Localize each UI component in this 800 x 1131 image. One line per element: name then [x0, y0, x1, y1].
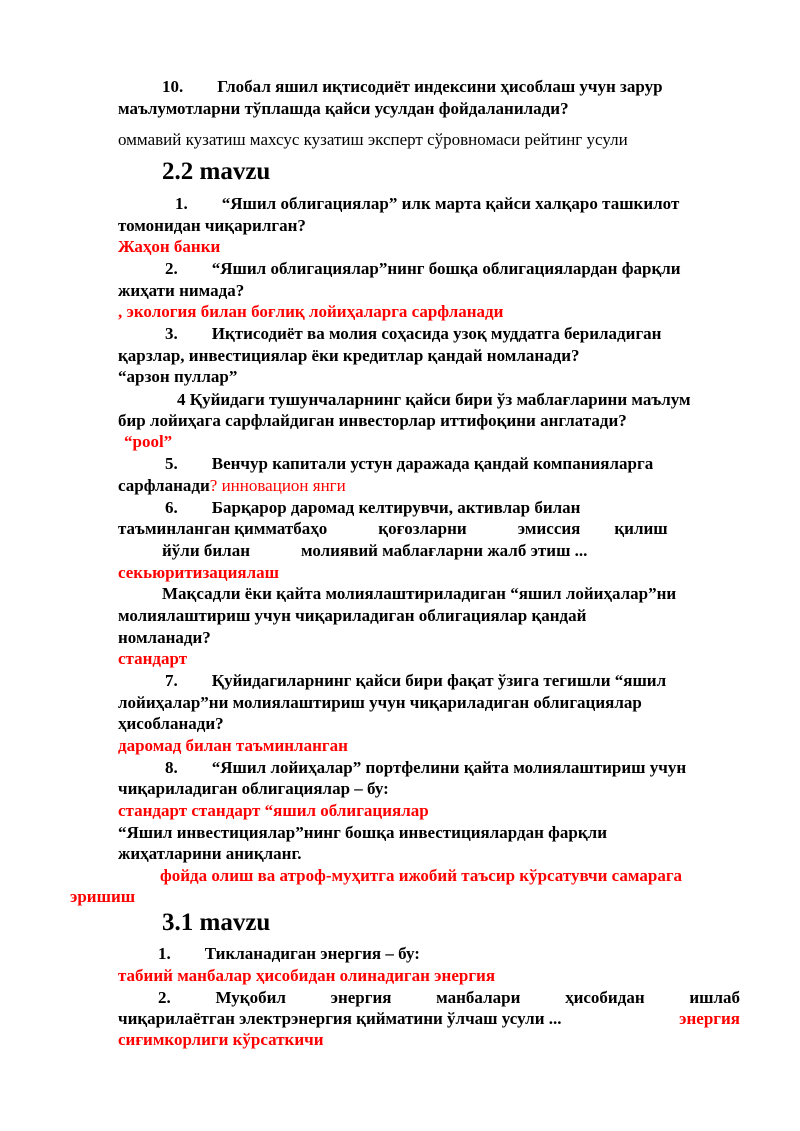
q4-answer: “pool”: [124, 432, 173, 451]
q6b-line1: Мақсадли ёки қайта молиялаштириладиган “яшил лойиҳалар”ни: [162, 584, 677, 603]
q6-answer: секьюритизациялаш: [118, 563, 279, 582]
s31-q2-line2: [118, 1008, 740, 1030]
s31-q2-word: ишлаб: [689, 988, 740, 1007]
q7-answer: даромад билан таъминланган: [118, 736, 348, 755]
q6b-answer: стандарт: [118, 649, 188, 668]
q5-question-end: сарфланади: [118, 476, 210, 495]
q10-line1: 10. Глобал яшил иқтисодиёт индексини ҳисоблаш учун зарур: [162, 77, 663, 96]
q8-answer: стандарт стандарт “яшил облигациялар: [118, 801, 429, 820]
section-heading-2-2: 2.2 mavzu: [162, 158, 271, 185]
s31-q2-word: манбалари: [436, 988, 521, 1007]
q2-line2: жиҳати нимада?: [118, 281, 245, 300]
s31-q2-line1: [158, 987, 740, 1009]
q6-line2: таъминланган қимматбаҳо қоғозларни эмиссия қилиш: [118, 519, 668, 538]
s31-q2-word: энергия: [330, 988, 392, 1007]
s31-q2-answer-line2: сиғимкорлиги кўрсаткичи: [118, 1030, 324, 1049]
q8-line2: чиқариладиган облигациялар – бу:: [118, 779, 389, 798]
q2-answer: , экология билан боғлиқ лойиҳаларга сарфланади: [118, 302, 504, 321]
q10-answer: оммавий кузатиш махсус кузатиш эксперт сўровномаси рейтинг усули: [118, 130, 628, 149]
q1-answer: Жаҳон банки: [118, 237, 221, 256]
q3-line2: қарзлар, инвестициялар ёки кредитлар қандай номланади?: [118, 346, 580, 365]
q9-answer-line2: эришиш: [70, 887, 136, 906]
q1-line2: томонидан чиқарилган?: [118, 216, 306, 235]
q6b-line2: молиялаштириш учун чиқариладиган облигациялар қандай: [118, 606, 587, 625]
q7-line2: лойиҳалар”ни молиялаштириш учун чиқариладиган облигациялар: [118, 693, 642, 712]
q9-line1: “Яшил инвестициялар”нинг бошқа инвестициялардан фарқли: [118, 823, 607, 842]
s31-q2-number: 2.: [158, 988, 171, 1007]
q3-answer: “арзон пуллар”: [118, 367, 238, 386]
q4-line1: 4 Қуйидаги тушунчаларнинг қайси бири ўз маблағларини маълум: [177, 390, 691, 409]
q6-line3: йўли билан молиявий маблағларни жалб этиш ...: [162, 541, 588, 560]
q8-line1: 8. “Яшил лойиҳалар” портфелини қайта молиялаштириш учун: [165, 758, 687, 777]
q7-line3: ҳисобланади?: [118, 714, 224, 733]
s31-q2-question: чиқарилаётган электрэнергия қийматини ўлчаш усули ...: [118, 1009, 562, 1028]
section-heading-3-1: 3.1 mavzu: [162, 909, 271, 936]
q2-line1: 2. “Яшил облигациялар”нинг бошқа облигациялардан фарқли: [165, 259, 681, 278]
q7-line1: 7. Қуйидагиларнинг қайси бири фақат ўзига тегишли “яшил: [165, 671, 667, 690]
q10-line2: маълумотларни тўплашда қайси усулдан фойдаланилади?: [118, 99, 569, 118]
q9-answer-line1: фойда олиш ва атроф-муҳитга ижобий таъсир кўрсатувчи самарага: [160, 866, 683, 885]
q4-line2: бир лойиҳага сарфлайдиган инвесторлар иттифоқини англатади?: [118, 411, 627, 430]
q6b-line3: номланади?: [118, 628, 211, 647]
q5-answer: ? инновацион янги: [209, 476, 346, 495]
q3-line1: 3. Иқтисодиёт ва молия соҳасида узоқ муддатга бериладиган: [165, 324, 662, 343]
q5-line2: [118, 475, 346, 497]
q5-line1: 5. Венчур капитали устун даражада қандай компанияларга: [165, 454, 654, 473]
q1-line1: 1. “Яшил облигациялар” илк марта қайси халқаро ташкилот: [175, 194, 680, 213]
q6-line1: 6. Барқарор даромад келтирувчи, активлар билан: [165, 498, 581, 517]
q9-line2: жиҳатларини аниқланг.: [118, 844, 302, 863]
s31-q1-answer: табиий манбалар ҳисобидан олинадиган энергия: [118, 966, 496, 985]
s31-q1-line1: 1. Тикланадиган энергия – бу:: [158, 944, 420, 963]
s31-q2-answer-start: энергия: [679, 1009, 740, 1028]
s31-q2-word: ҳисобидан: [565, 988, 645, 1007]
s31-q2-word: Муқобил: [215, 988, 286, 1007]
